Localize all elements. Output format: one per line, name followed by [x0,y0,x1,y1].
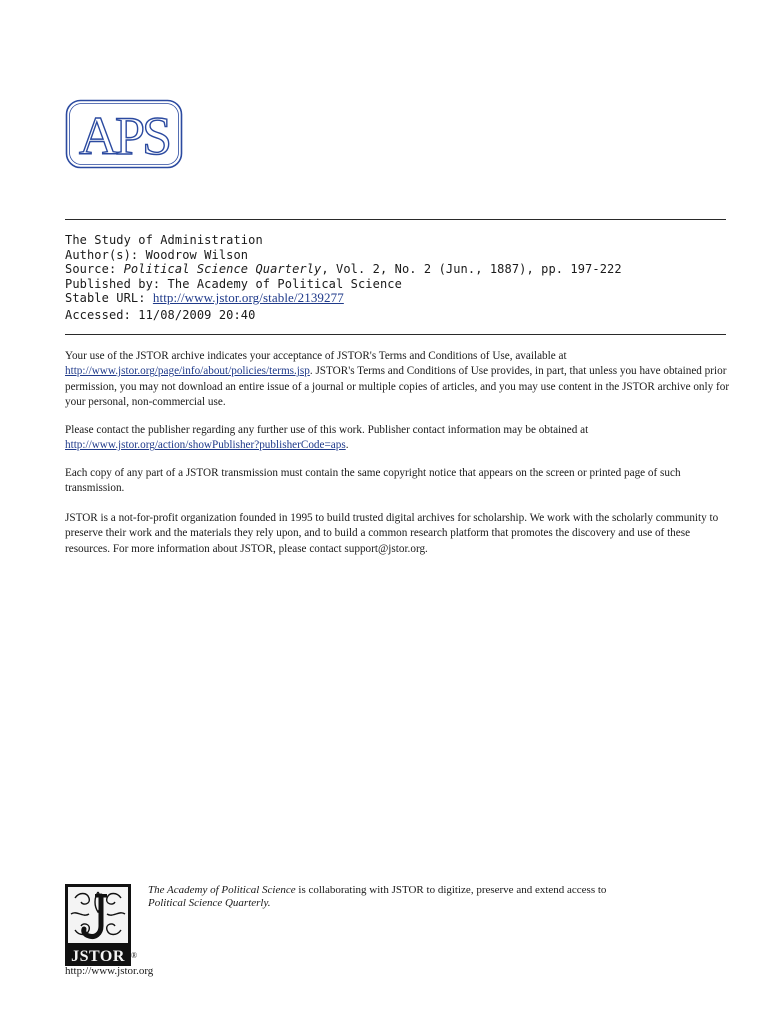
top-rule [65,219,726,220]
jstor-about-notice [65,511,730,557]
jstor-home-link[interactable]: http://www.jstor.org [65,965,154,977]
terms-notice [65,349,730,411]
terms-link[interactable]: http://www.jstor.org/page/info/about/policies/terms.jsp [65,365,310,378]
collaboration-statement: The Academy of Political Science is collaborating with JSTOR to digitize, preserve and extend access to Political Science Quarterly. [148,884,607,909]
publisher-name: The Academy of Political Science [148,884,296,896]
svg-text:APS: APS [78,106,170,166]
article-stable-url: Stable URL: http://www.jstor.org/stable/2139277 [65,290,344,306]
jstor-logo [65,884,131,966]
journal-name: Political Science Quarterly. [148,897,271,909]
jstor-about-paragraph: JSTOR is a not-for-profit organization founded in 1995 to build trusted digital archives for scholarship. We work with the scholarly community to preserve their work and the materials they rely upon, and to build a common research platform that promotes the discovery and use of these resources. For more information about JSTOR, please contact support@jstor.org. [65,512,719,555]
article-accessed: Accessed: 11/08/2009 20:40 [65,307,256,322]
terms-paragraph: Your use of the JSTOR archive indicates your acceptance of JSTOR's Terms and Conditions of Use, available at http://www.jstor.org/page/info/about/policies/terms.jsp. JSTOR's Terms and Conditions of Use provides, in part, that unless you have obtained prior permission, you may not download an entire issue of a journal or multiple copies of articles, and you may use content in the JSTOR archive only for your personal, non-commercial use. [65,350,730,409]
copyright-paragraph: Each copy of any part of a JSTOR transmission must contain the same copyright notice that appears on the screen or printed page of such transmission. [65,467,681,495]
publisher-contact-paragraph: Please contact the publisher regarding any further use of this work. Publisher contact information may be obtained at http://www.jstor.org/action/showPublisher?publisherCode=aps. [65,424,589,452]
publisher-link[interactable]: http://www.jstor.org/action/showPublisher?publisherCode=aps [65,439,346,452]
aps-logo [65,99,183,169]
mid-rule [65,334,726,335]
article-publisher: Published by: The Academy of Political Science [65,276,402,291]
publisher-contact-notice [65,423,730,454]
svg-text:JSTOR: JSTOR [71,948,125,965]
article-source: Source: Political Science Quarterly, Vol. 2, No. 2 (Jun., 1887), pp. 197-222 [65,262,622,277]
article-author: Author(s): Woodrow Wilson [65,247,249,262]
copyright-notice [65,466,730,497]
article-title: The Study of Administration [65,233,263,247]
source-journal: Political Science Quarterly [123,262,322,277]
article-metadata [65,233,622,323]
stable-url-link[interactable]: http://www.jstor.org/stable/2139277 [152,290,344,306]
registered-mark: ® [131,951,138,960]
